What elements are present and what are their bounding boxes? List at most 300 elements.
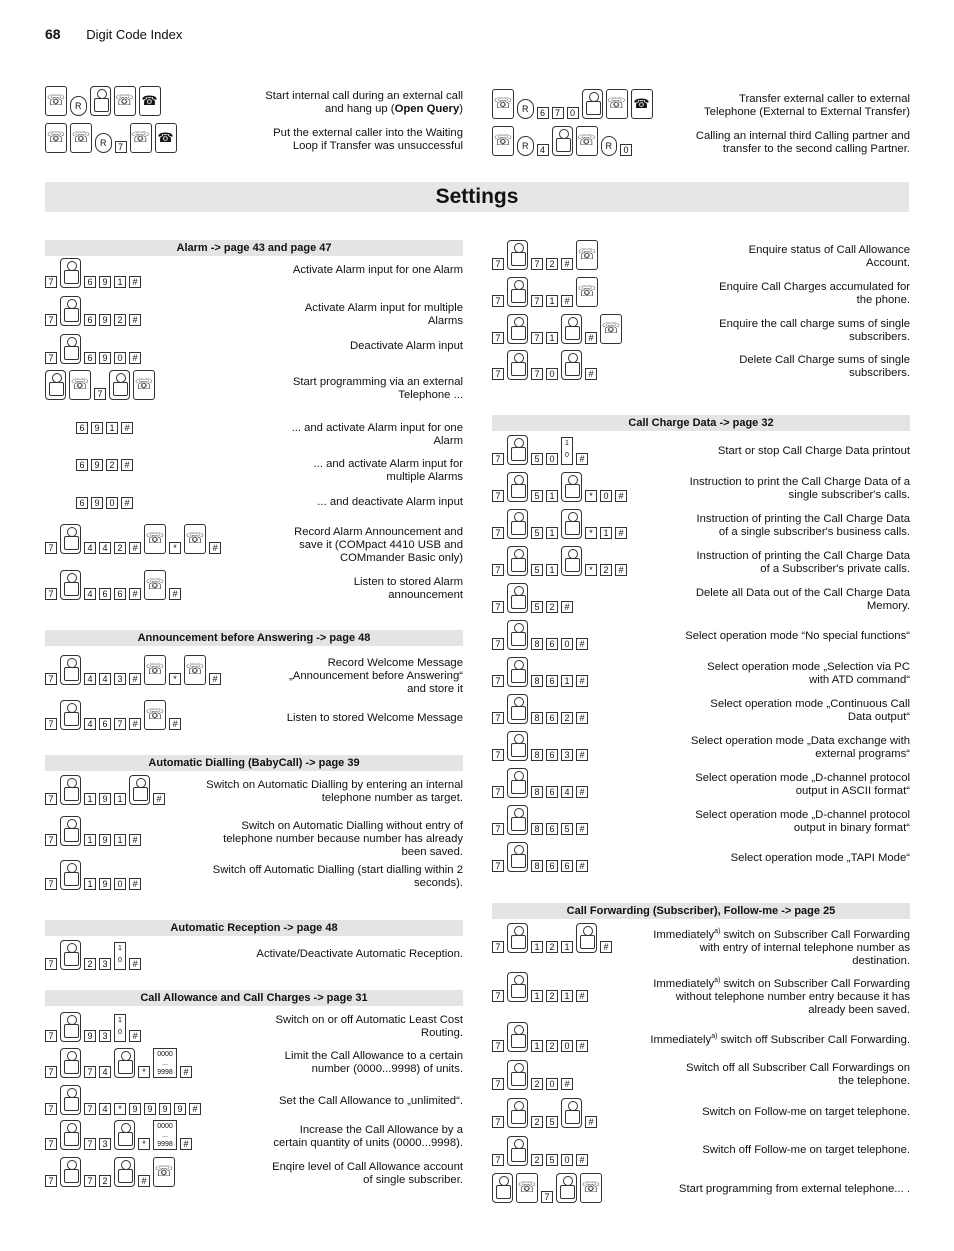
phone-icon [60,816,81,846]
key-hash: # [129,878,141,890]
row-description: Select operation mode „Continuous Call Data output“ [710,698,910,723]
row-description: Immediately$^{a)}$ switch on Subscriber Call Forwarding without telephone number entry because it has already been saved. [653,977,910,1016]
phone-icon [60,940,81,970]
key-7: 7 [45,673,57,685]
key-7: 7 [45,834,57,846]
lcr-switch-icon: 1 0 [561,437,573,465]
key-5: 5 [546,1154,558,1166]
key-5: 5 [531,527,543,539]
key-8: 8 [531,712,543,724]
key-1: 1 [546,295,558,307]
row-description: Set the Call Allowance to „unlimited“. [279,1095,463,1107]
key-sequence [45,370,155,400]
handset-icon: ☏ [144,655,166,685]
section-forwarding [492,903,910,919]
key-0: 0 [114,352,126,364]
r-key-icon: R [601,136,618,156]
r-key-icon: R [517,136,534,156]
phone-icon [60,258,81,288]
phone-icon [507,546,528,576]
phone-icon [60,334,81,364]
table-row [492,546,910,582]
key-7: 7 [45,1030,57,1042]
key-7: 7 [492,527,504,539]
key-sequence [76,459,133,471]
key-7: 7 [492,1154,504,1166]
key-3: 3 [99,1030,111,1042]
key-7: 7 [492,1116,504,1128]
row-description: Delete Call Charge sums of single subscribers. [739,354,910,379]
key-hash: # [576,823,588,835]
key-7: 7 [492,638,504,650]
phone-icon [507,435,528,465]
key-4: 4 [84,673,96,685]
phone-icon [60,1048,81,1078]
section-charge-data [492,415,910,431]
key-sequence [45,86,161,116]
table-row [45,1012,463,1048]
key-9: 9 [159,1103,171,1115]
key-0: 0 [546,368,558,380]
row-description: Enqire level of Call Allowance account of single subscriber. [272,1161,463,1186]
key-4: 4 [99,1066,111,1078]
key-9: 9 [99,276,111,288]
key-hash: # [576,860,588,872]
key-sequence [492,509,627,539]
key-hash: # [121,497,133,509]
key-9: 9 [174,1103,186,1115]
key-7: 7 [492,453,504,465]
key-1: 1 [114,793,126,805]
table-row [45,570,463,606]
table-row [45,1048,463,1084]
row-description: Switch on or off Automatic Least Cost Routing. [275,1014,463,1039]
phone-icon [60,524,81,554]
table-row [45,1085,463,1121]
key-7: 7 [114,718,126,730]
key-2: 2 [114,314,126,326]
table-row [492,1136,910,1172]
row-description: ... and deactivate Alarm input [317,496,463,508]
row-description: Select operation mode „Selection via PC with ATD command“ [707,661,910,686]
handset-icon: ☏ [606,89,628,119]
key-7: 7 [45,352,57,364]
table-row [492,240,910,276]
key-2: 2 [546,941,558,953]
key-7: 7 [45,1138,57,1150]
table-row [45,816,463,858]
description: Put the external caller into the Waiting Loop if Transfer was unsuccessful [273,127,463,152]
key-2: 2 [531,1154,543,1166]
key-4: 4 [99,673,111,685]
table-row [492,472,910,508]
key-6: 6 [546,860,558,872]
key-sequence [45,775,165,805]
row-description: Start programming from external telephone... . [678,1183,910,1195]
key-hash: # [121,459,133,471]
handset-icon: ☏ [576,240,598,270]
key-4: 4 [84,542,96,554]
table-row [492,842,910,878]
phone-icon [561,472,582,502]
key-7: 7 [492,860,504,872]
phone-icon [507,805,528,835]
key-sequence [45,570,181,600]
lcr-switch-icon: 1 0 [114,1014,126,1042]
key-sequence: ☏ R 6 7 0 ☏ ☎ [492,89,653,119]
key-sequence [492,314,622,344]
key-hash: # [169,588,181,600]
phone-icon [114,1120,135,1150]
row-description: Instruction of printing the Call Charge Data of a single subscriber's business calls. [696,513,910,538]
key-7: 7 [492,749,504,761]
key-1: 1 [546,490,558,502]
phone-icon [507,694,528,724]
key-7: 7 [531,258,543,270]
phone-icon [60,775,81,805]
phone-icon [507,1098,528,1128]
handset-icon: ☏ [130,123,152,153]
key-0: 0 [106,497,118,509]
handset-icon: ☏ [153,1157,175,1187]
key-sequence [76,497,133,509]
key-sequence [492,842,588,872]
key-7: 7 [492,564,504,576]
key-2: 2 [546,258,558,270]
key-7: 7 [492,990,504,1002]
key-hash: # [561,258,573,270]
table-row [45,775,463,811]
hangup-icon: ☎ [155,123,177,153]
row-description: Immediately$^{a)}$ switch off Subscriber Call Forwarding. [650,1033,910,1046]
key-hash: # [169,718,181,730]
key-7: 7 [84,1175,96,1187]
key-8: 8 [531,786,543,798]
section-title: Call Charge Data -> page 32 [492,415,910,431]
key-1: 1 [546,332,558,344]
key-5: 5 [531,601,543,613]
key-7: 7 [531,332,543,344]
phone-icon [507,583,528,613]
table-row [45,700,463,736]
table-row [45,860,463,896]
phone-icon [507,620,528,650]
key-7: 7 [94,388,106,400]
phone-icon [60,1012,81,1042]
key-8: 8 [531,823,543,835]
key-star: * [169,673,181,685]
phone-icon [45,370,66,400]
key-2: 2 [84,958,96,970]
phone-icon [576,923,597,953]
table-row [492,620,910,656]
key-0: 0 [114,878,126,890]
table-row [492,350,910,386]
key-sequence [45,816,141,846]
key-2: 2 [600,564,612,576]
phone-icon [60,1157,81,1187]
range-icon: 0000 ... 9998 [153,1048,177,1078]
key-6: 6 [546,749,558,761]
key-9: 9 [91,497,103,509]
key-hash: # [576,675,588,687]
row-description: ... and activate Alarm input for one Alarm [291,422,463,447]
key-5: 5 [531,490,543,502]
key-sequence [492,694,588,724]
key-hash: # [561,1078,573,1090]
handset-icon: ☏ [144,524,166,554]
row-description: Delete all Data out of the Call Charge Data Memory. [695,587,910,612]
key-1: 1 [561,941,573,953]
table-row [45,334,463,370]
key-9: 9 [99,314,111,326]
key-hash: # [615,527,627,539]
phone-icon [507,240,528,270]
key-3: 3 [561,749,573,761]
handset-icon: ☏ [69,370,91,400]
key-1: 1 [546,527,558,539]
key-sequence [492,1136,588,1166]
section-title: Automatic Reception -> page 48 [45,920,463,936]
key-9: 9 [91,459,103,471]
key-sequence [45,1012,141,1042]
hangup-icon: ☎ [631,89,653,119]
key-7: 7 [492,1078,504,1090]
row-description: Increase the Call Allowance by a certain quantity of units (0000...9998). [273,1124,463,1149]
key-7: 7 [492,295,504,307]
key-6: 6 [546,786,558,798]
key-7: 7 [115,141,127,153]
row-description: ... and activate Alarm input for multiple Alarms [313,458,463,483]
key-sequence [492,435,588,465]
key-8: 8 [531,638,543,650]
phone-icon [561,546,582,576]
key-9: 9 [99,834,111,846]
key-7: 7 [492,601,504,613]
key-7: 7 [492,823,504,835]
key-sequence [492,657,588,687]
key-1: 1 [531,990,543,1002]
key-hash: # [129,1030,141,1042]
table-row [492,805,910,841]
settings-banner: Settings [45,182,909,212]
key-star: * [138,1066,150,1078]
key-sequence [492,546,627,576]
key-1: 1 [106,422,118,434]
key-hash: # [576,1154,588,1166]
handset-icon: ☏ [576,126,598,156]
key-7: 7 [45,958,57,970]
section-title: Call Forwarding (Subscriber), Follow-me -> page 25 [492,903,910,919]
phone-icon [60,860,81,890]
key-3: 3 [114,673,126,685]
key-2: 2 [106,459,118,471]
key-7: 7 [45,1103,57,1115]
r-key-icon: R [517,99,534,119]
key-sequence [45,860,141,890]
key-hash: # [129,718,141,730]
table-row [45,524,463,564]
key-6: 6 [84,352,96,364]
row-description: Switch on Automatic Dialling by entering an internal telephone number as target. [206,779,463,804]
key-4: 4 [99,542,111,554]
key-sequence [492,620,588,650]
section-announcement [45,630,463,646]
key-7: 7 [45,793,57,805]
row-description: Enquire Call Charges accumulated for the phone. [719,281,910,306]
phone-icon [507,657,528,687]
table-row [492,657,910,693]
key-hash: # [585,368,597,380]
row-description: Record Welcome Message „Announcement before Answering“ and store it [289,657,463,695]
key-6: 6 [546,712,558,724]
handset-icon: ☏ [576,277,598,307]
key-hash: # [209,542,221,554]
table-row [45,940,463,976]
table-row [45,655,463,695]
top-left-block [45,86,463,156]
handset-icon: ☏ [144,570,166,600]
key-5: 5 [546,1116,558,1128]
table-row [492,277,910,313]
key-2: 2 [531,1078,543,1090]
page-number: 68 [45,26,61,42]
key-sequence [45,655,221,685]
page-title: Digit Code Index [86,27,183,42]
key-7: 7 [84,1066,96,1078]
key-hash: # [129,352,141,364]
key-hash: # [576,786,588,798]
key-0: 0 [561,638,573,650]
phone-icon [507,472,528,502]
key-9: 9 [144,1103,156,1115]
row-description: Start programming via an external Telephone ... [292,376,463,401]
phone-icon [561,350,582,380]
handset-icon: ☏ [492,126,514,156]
key-sequence [45,258,141,288]
key-hash: # [129,314,141,326]
phone-icon [507,731,528,761]
phone-icon [60,700,81,730]
key-1: 1 [600,527,612,539]
row-description: Record Alarm Announcement and save it (COMpact 4410 USB and COMmander Basic only) [294,526,463,564]
key-0: 0 [561,1154,573,1166]
key-2: 2 [114,542,126,554]
key-sequence [492,583,573,613]
key-9: 9 [91,422,103,434]
key-sequence [45,700,181,730]
key-7: 7 [84,1103,96,1115]
handset-icon: ☏ [184,655,206,685]
key-star: * [169,542,181,554]
key-2: 2 [561,712,573,724]
key-6: 6 [76,422,88,434]
key-3: 3 [99,1138,111,1150]
row-description: Select operation mode „TAPI Mode“ [730,852,910,864]
phone-icon [561,509,582,539]
key-4: 4 [84,718,96,730]
handset-icon: ☏ [580,1173,602,1203]
key-sequence [45,1085,201,1115]
key-hash: # [585,1116,597,1128]
key-hash: # [576,990,588,1002]
key-sequence: ☏ R 4 ☏ R 0 [492,126,632,156]
key-hash: # [129,542,141,554]
key-hash: # [600,941,612,953]
key-3: 3 [99,958,111,970]
key-hash: # [129,834,141,846]
table-row [45,296,463,332]
key-4: 4 [84,588,96,600]
key-6: 6 [114,588,126,600]
key-6: 6 [76,459,88,471]
section-reception [45,920,463,936]
key-9: 9 [99,878,111,890]
row-description: Select operation mode „D-channel protocol output in ASCII format“ [695,772,910,797]
key-sequence [492,1173,602,1203]
row-description: Listen to stored Alarm announcement [353,576,463,601]
table-row [492,314,910,350]
key-6: 6 [84,276,96,288]
key-sequence [45,1048,192,1078]
row-description: Start or stop Call Charge Data printout [717,445,910,457]
key-hash: # [209,673,221,685]
key-sequence [492,350,597,380]
key-sequence [492,923,612,953]
key-6: 6 [546,638,558,650]
phone-icon [129,775,150,805]
key-1: 1 [531,941,543,953]
key-4: 4 [99,1103,111,1115]
key-2: 2 [99,1175,111,1187]
row-description: Instruction of printing the Call Charge Data of a Subscriber's private calls. [696,550,910,575]
key-7: 7 [492,941,504,953]
key-7: 7 [492,786,504,798]
section-title: Call Allowance and Call Charges -> page 31 [45,990,463,1006]
key-0: 0 [600,490,612,502]
key-hash: # [189,1103,201,1115]
table-row [492,435,910,471]
row-description: Enquire status of Call Allowance Account. [748,244,910,269]
key-sequence [492,1022,588,1052]
key-hash: # [576,453,588,465]
phone-icon [507,509,528,539]
r-key-icon: R [95,133,112,153]
key-7: 7 [492,258,504,270]
phone-icon [561,1098,582,1128]
key-7: 7 [45,718,57,730]
key-hash: # [561,295,573,307]
section-title: Announcement before Answering -> page 48 [45,630,463,646]
key-9: 9 [129,1103,141,1115]
key-star: * [585,527,597,539]
table-row [492,694,910,730]
handset-icon: ☏ [600,314,622,344]
key-6: 6 [99,588,111,600]
lcr-switch-icon: 1 0 [114,942,126,970]
key-sequence [492,240,598,270]
key-sequence [492,277,598,307]
phone-icon [507,350,528,380]
section-title: Alarm -> page 43 and page 47 [45,240,463,256]
key-hash: # [576,749,588,761]
key-7: 7 [45,542,57,554]
handset-icon: ☏ [45,123,67,153]
table-row [45,1157,463,1193]
key-7: 7 [492,712,504,724]
key-hash: # [129,588,141,600]
phone-icon [507,923,528,953]
